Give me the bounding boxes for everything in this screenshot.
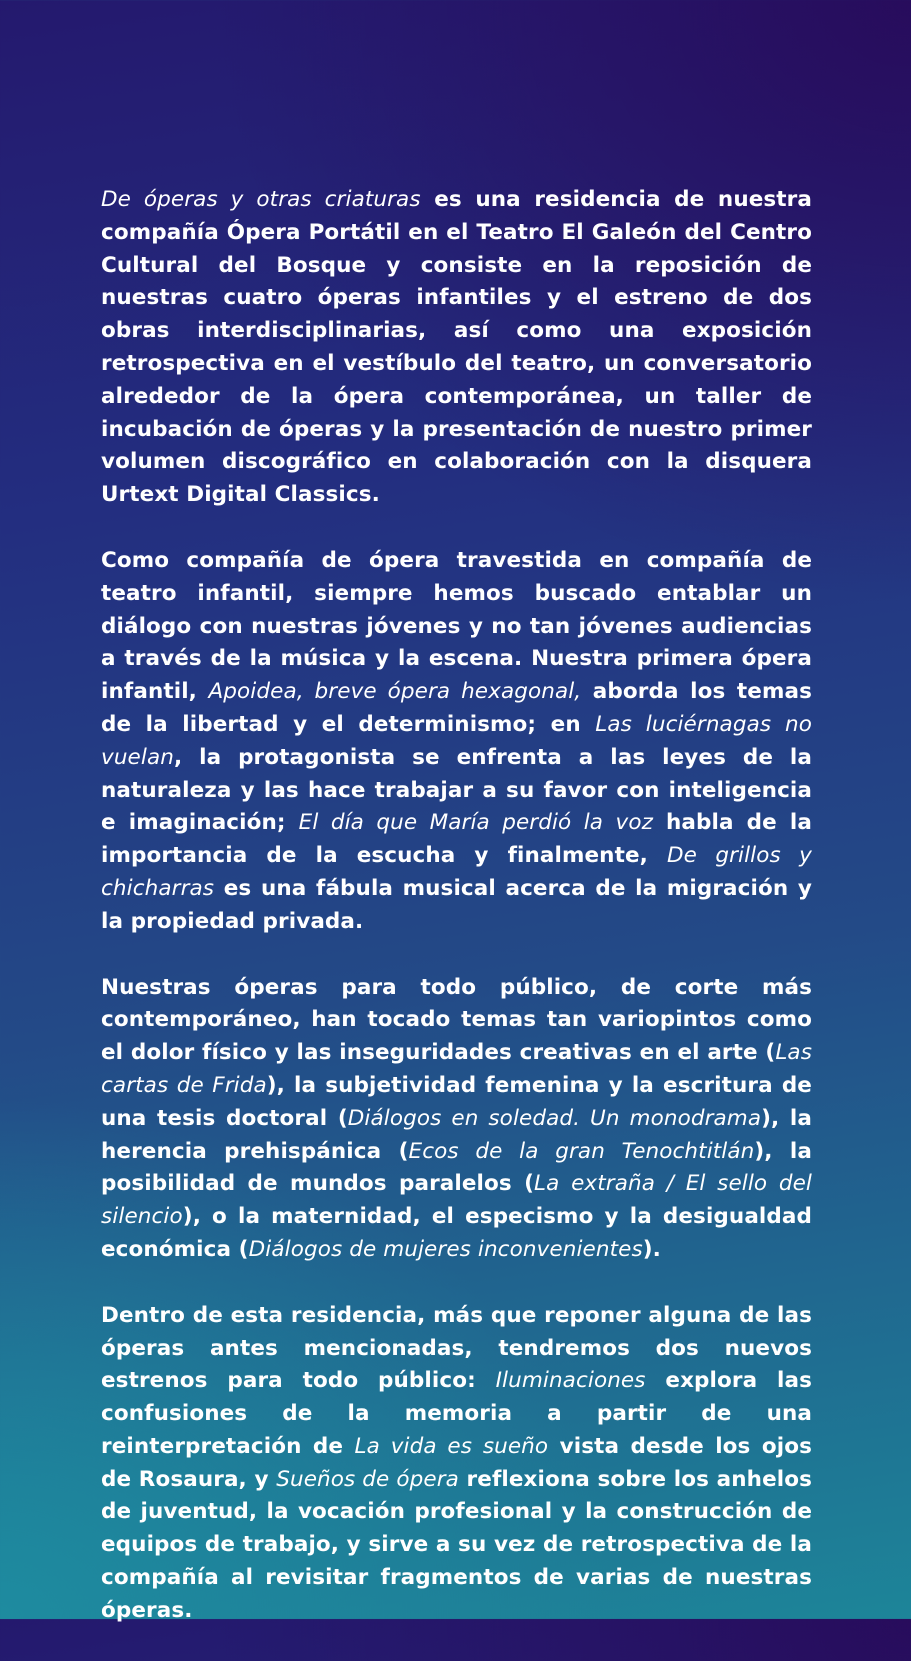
- body-paragraph-2: [101, 545, 812, 939]
- paragraph-text: ), o la maternidad, el especismo y la desigualdad económica (: [101, 1204, 812, 1262]
- italic-title-text: Ecos de la gran Tenochtitlán: [408, 1138, 755, 1164]
- italic-title-text: De óperas y otras criaturas: [101, 187, 421, 212]
- italic-title-text: Diálogos en soledad. Un monodrama: [347, 1105, 762, 1131]
- paragraph-text: Dentro de esta residencia, más que reponer alguna de las óperas antes mencionadas, tendremos dos nuevos estrenos para todo público:: [101, 1302, 812, 1394]
- body-paragraph-3: [101, 972, 812, 1267]
- paragraph-text: ).: [642, 1236, 661, 1262]
- italic-title-text: Apoidea, breve ópera hexagonal,: [208, 679, 582, 705]
- paragraph-text: aborda los temas de la libertad y el determinismo; en: [101, 679, 812, 737]
- italic-title-text: La extraña / El sello del silencio: [101, 1171, 813, 1230]
- italic-title-text: Diálogos de mujeres inconvenientes: [248, 1236, 643, 1262]
- text-body: [101, 184, 812, 1661]
- paragraph-text: es una fábula musical acerca de la migración y la propiedad privada.: [101, 875, 812, 934]
- paragraph-text: ), la herencia prehispánica (: [101, 1105, 812, 1164]
- italic-title-text: Sueños de ópera: [276, 1466, 459, 1492]
- italic-title-text: Iluminaciones: [495, 1368, 646, 1394]
- paragraph-text: Como compañía de ópera travestida en compañía de teatro infantil, siempre hemos buscado entablar un diálogo con nuestras jóvenes y no tan jóvenes audiencias a través de la música y la escena. Nuestra primera ópera infantil,: [101, 547, 812, 705]
- paragraph-text: ), la posibilidad de mundos paralelos (: [101, 1138, 813, 1197]
- body-paragraph-4: [101, 1300, 812, 1628]
- paragraph-text: es una residencia de nuestra compañía Ópera Portátil en el Teatro El Galeón del Centro Cultural del Bosque y consiste en la reposición de nuestras cuatro óperas infantiles y el estreno de dos obras interdisciplinarias, así como una exposición retrospectiva en el vestíbulo del teatro, un conversatorio alrededor de la ópera contemporánea, un taller de incubación de óperas y la presentación de nuestro primer volumen discográfico en colaboración con la disquera Urtext Digital Classics.: [101, 187, 812, 508]
- italic-title-text: Las luciérnagas no vuelan: [101, 711, 812, 770]
- body-paragraph-1: [101, 184, 812, 512]
- paragraph-text: habla de la importancia de la escucha y finalmente,: [101, 810, 812, 869]
- paragraph-text: explora las confusiones de la memoria a partir de una reinterpretación de: [101, 1368, 812, 1459]
- paragraph-text: , la protagonista se enfrenta a las leyes de la naturaleza y las hace trabajar a su favor con inteligencia e imaginación;: [101, 744, 812, 836]
- paragraph-text: ), la subjetividad femenina y la escritura de una tesis doctoral (: [101, 1072, 812, 1131]
- paragraph-text: vista desde los ojos de Rosaura, y: [101, 1433, 812, 1492]
- italic-title-text: Las cartas de Frida: [101, 1040, 812, 1098]
- italic-title-text: El día que María perdió la voz: [298, 810, 653, 836]
- paragraph-text: Nuestras óperas para todo público, de corte más contemporáneo, han tocado temas tan variopintos como el dolor físico y las inseguridades creativas en el arte (: [101, 974, 812, 1066]
- paragraph-text: reflexiona sobre los anhelos de juventud, la vocación profesional y la construcción de equipos de trabajo, y sirve a su vez de retrospectiva de la compañía al revisitar fragmentos de varias de nuestras óperas.: [101, 1466, 813, 1623]
- italic-title-text: De grillos y chicharras: [101, 843, 812, 901]
- italic-title-text: La vida es sueño: [354, 1433, 549, 1459]
